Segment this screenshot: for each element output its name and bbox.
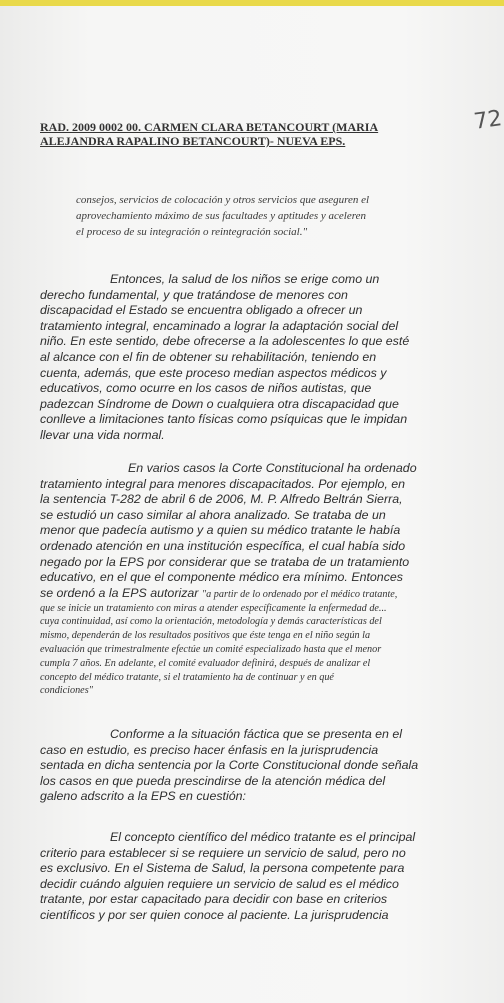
paragraph-line: ordenado atención en una institución específica, el cual había sido — [40, 538, 406, 553]
paragraph-line: sentada en dicha sentencia por la Corte Constitucional donde señala — [40, 758, 419, 773]
paragraph-line: al alcance con el fin de obtener su rehabilitación, teniendo en — [40, 349, 377, 364]
paragraph-line: decidir cuándo alguien requiere un servicio de salud es el médico — [40, 876, 399, 891]
case-heading-line-2: ALEJANDRA RAPALINO BETANCOURT)- NUEVA EPS. — [40, 134, 346, 148]
citation-line: cuya continuidad, así como la orientación, metodología y demás características del — [40, 616, 382, 628]
paragraph-line: cuenta, además, que este proceso median aspectos médicos y — [40, 365, 387, 380]
inline-citation: "a partir de lo ordenado por el médico tratante, — [201, 588, 398, 600]
paragraph-line — [40, 586, 470, 602]
paragraph-line: se estudió un caso similar al ahora analizado. Se trataba de un — [40, 507, 386, 522]
citation-line: mismo, dependerán de los resultados positivos que éste tenga en el niño según la — [40, 630, 371, 642]
paragraph-4 — [40, 830, 470, 924]
paragraph-line: educativos, como ocurre en los casos de niños autistas, que — [40, 381, 372, 396]
case-heading-line-1: RAD. 2009 0002 00. CARMEN CLARA BETANCOURT (MARIA — [40, 120, 379, 134]
paragraph-line: Conforme a la situación fáctica que se presenta en el — [110, 727, 403, 741]
paragraph-line: caso en estudio, es preciso hacer énfasis en la jurisprudencia — [40, 742, 379, 757]
paragraph-line: tratamiento integral, encaminado a lograr la adaptación social del — [40, 318, 399, 333]
paragraph-line: los casos en que pueda prescindirse de la atención médica del — [40, 773, 386, 788]
paragraph-line: la sentencia T-282 de abril 6 de 2006, M. P. Alfredo Beltrán Sierra, — [40, 492, 403, 507]
paragraph-line: padezcan Síndrome de Down o cualquiera otra discapacidad que — [40, 396, 399, 411]
paragraph-line: tratante, por estar capacitado para decidir con base en criterios — [40, 892, 388, 907]
paragraph-line: conlleve a limitaciones tanto físicas como psíquicas que le impidan — [40, 412, 408, 427]
paragraph-line: menor que padecía autismo y a quien su médico tratante le había — [40, 523, 401, 538]
paragraph-line: En varios casos la Corte Constitucional ha ordenado — [128, 461, 417, 475]
quote-line: el proceso de su integración o reintegración social." — [76, 226, 308, 238]
paragraph-line: criterio para establecer si se requiere un servicio de salud, pero no — [40, 845, 406, 860]
paragraph-2 — [40, 461, 470, 698]
case-heading — [40, 120, 460, 148]
citation-line: cumpla 7 años. En adelante, el comité evaluador definirá, después de analizar el — [40, 657, 371, 669]
paragraph-line: científicos y por ser quien conoce al paciente. La jurisprudencia — [40, 907, 389, 922]
page-number: 72 — [472, 106, 504, 135]
paragraph-line: es exclusivo. En el Sistema de Salud, la persona competente para — [40, 861, 405, 876]
citation-line: evaluación que trimestralmente efectúe un comité especializado hasta que el menor — [40, 643, 382, 655]
citation-line: condiciones" — [40, 685, 93, 697]
paragraph-line: negado por la EPS por considerar que se trataba de un tratamiento — [40, 554, 410, 569]
citation-line: concepto del médico tratante, si el tratamiento ha de continuar y en qué — [40, 671, 334, 683]
paragraph-line: tratamiento integral para menores discapacitados. Por ejemplo, en — [40, 476, 406, 491]
paragraph-text: se ordenó a la EPS autorizar — [40, 585, 199, 600]
quote-line: consejos, servicios de colocación y otros servicios que aseguren el — [76, 194, 370, 206]
paragraph-line: llevar una vida normal. — [40, 427, 165, 442]
paragraph-line: discapacidad el Estado se encuentra obligado a ofrecer un — [40, 303, 363, 318]
citation-block — [40, 602, 470, 699]
quote-line: aprovechamiento máximo de sus facultades y aptitudes y aceleren — [76, 210, 366, 222]
paragraph-1 — [40, 272, 470, 444]
citation-line: que se inicie un tratamiento con miras a atender específicamente la enfermedad de... — [40, 602, 387, 614]
paragraph-3 — [40, 727, 470, 805]
paragraph-line: Entonces, la salud de los niños se erige como un — [110, 272, 380, 286]
paragraph-line: galeno adscrito a la EPS en cuestión: — [40, 789, 246, 804]
paragraph-line: El concepto científico del médico tratante es el principal — [110, 830, 416, 844]
quoted-text-block — [76, 192, 476, 240]
paragraph-line: derecho fundamental, y que tratándose de menores con — [40, 287, 348, 302]
paragraph-line: niño. En este sentido, debe ofrecerse a la adolescentes lo que esté — [40, 334, 410, 349]
paragraph-line: educativo, en el que el componente médico era mínimo. Entonces — [40, 570, 403, 585]
